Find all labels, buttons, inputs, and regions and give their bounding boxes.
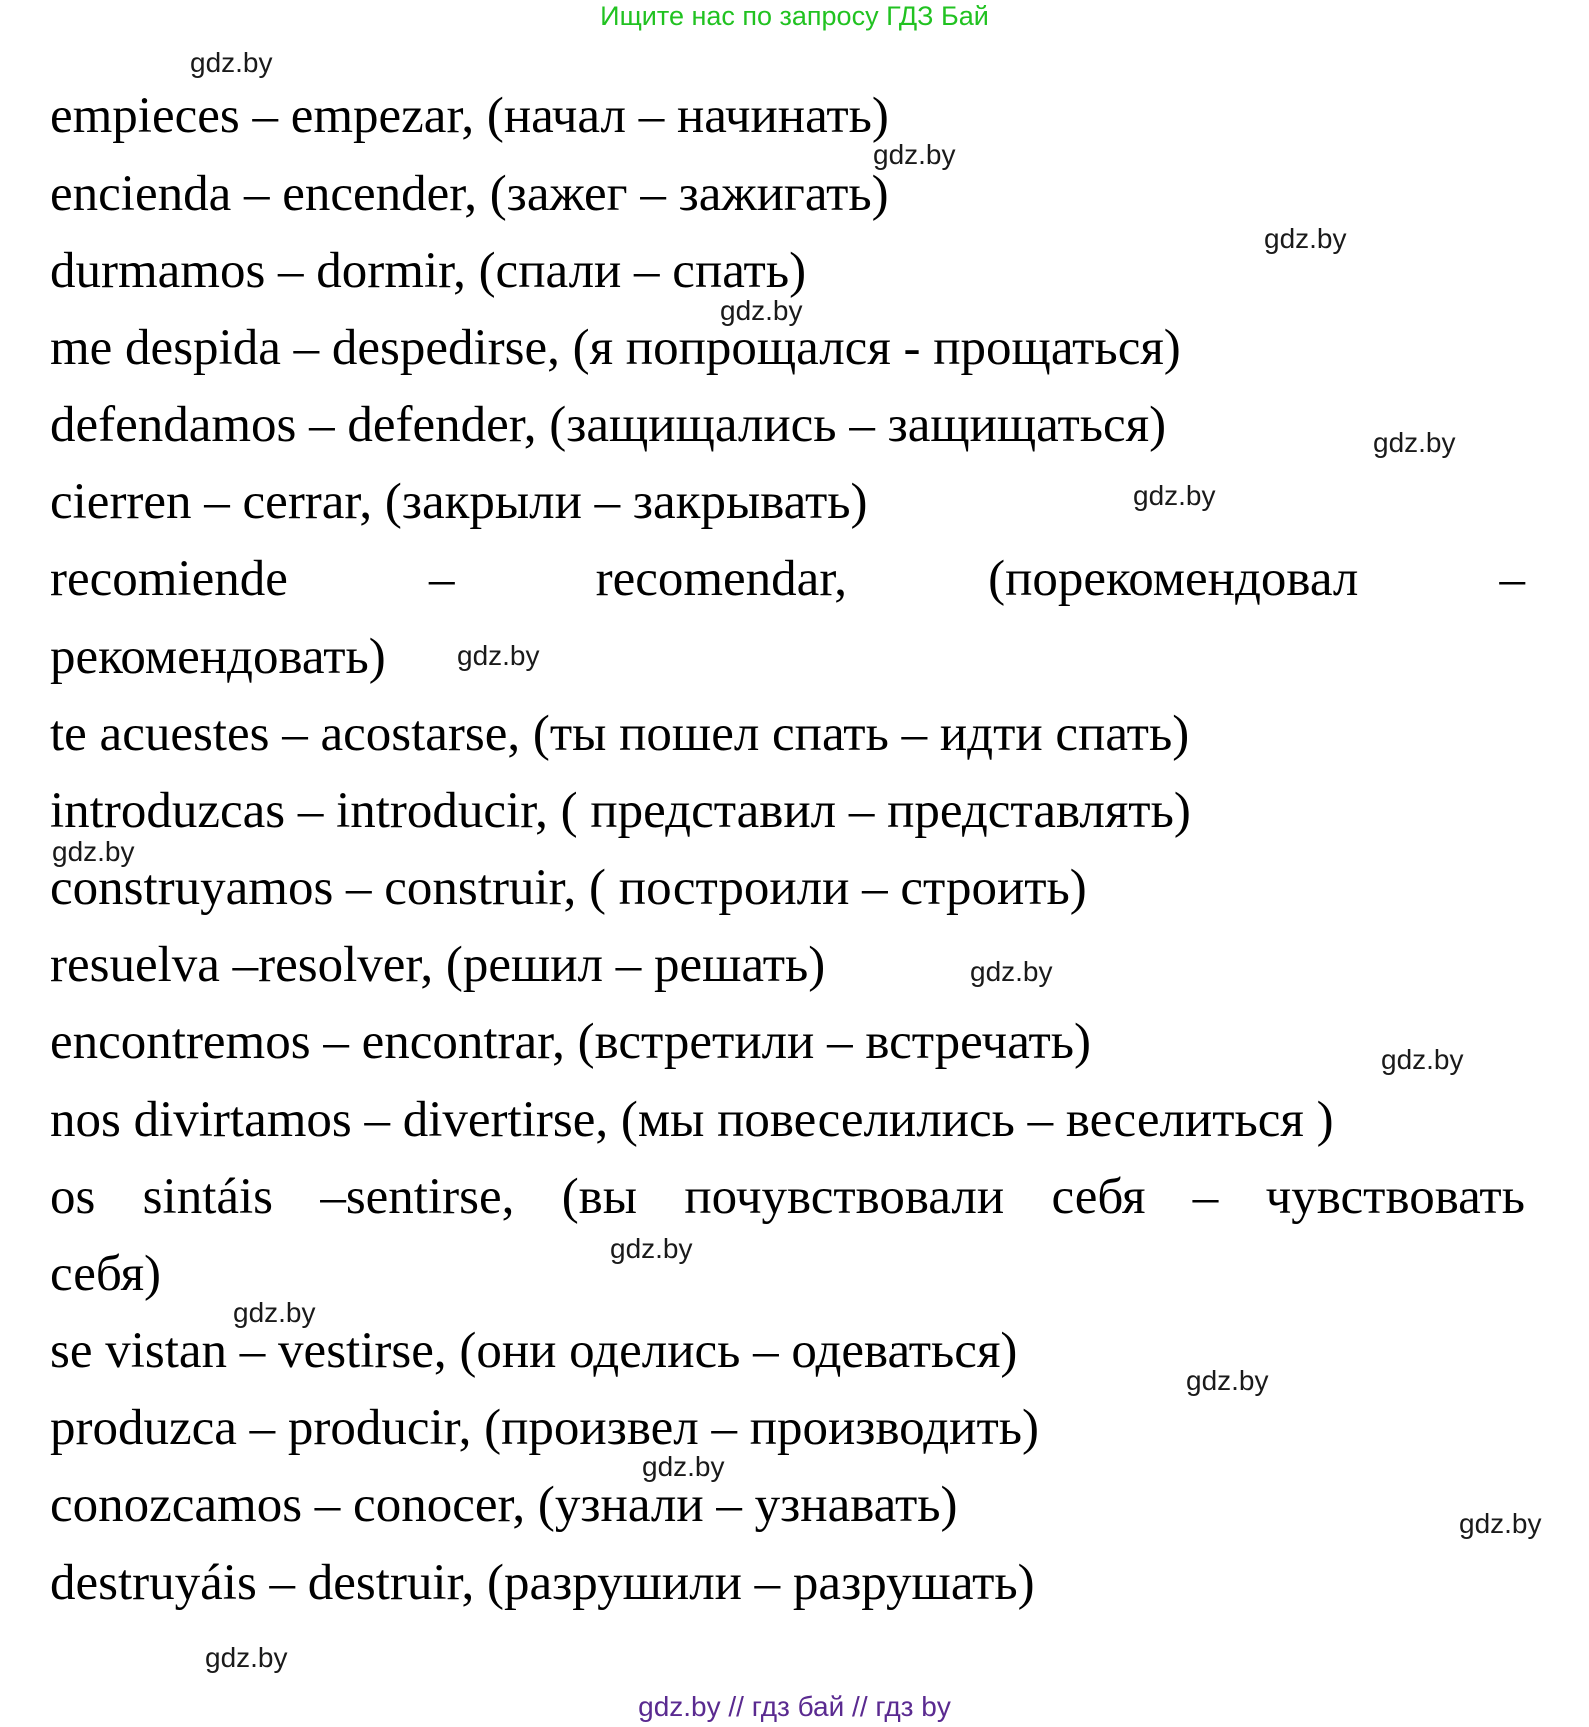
- word: os: [50, 1169, 96, 1225]
- word: sintáis: [142, 1169, 274, 1225]
- text-line: conozcamos – conocer, (узнали – узнавать): [50, 1477, 958, 1533]
- text-line: introduzcas – introducir, ( представил – представлять): [50, 783, 1191, 839]
- watermark: gdz.by: [1264, 223, 1347, 254]
- watermark: gdz.by: [1186, 1365, 1269, 1396]
- watermark: gdz.by: [205, 1642, 288, 1673]
- watermark: gdz.by: [1373, 427, 1456, 458]
- text-line: me despida – despedirse, (я попрощался - прощаться): [50, 320, 1181, 376]
- word: (порекомендовал: [988, 551, 1359, 607]
- watermark: gdz.by: [610, 1233, 693, 1264]
- text-line: cierren – cerrar, (закрыли – закрывать): [50, 474, 868, 530]
- search-banner[interactable]: Ищите нас по запросу ГДЗ Бай: [600, 1, 989, 31]
- watermark: gdz.by: [970, 956, 1053, 987]
- text-line-justified: [50, 1167, 1525, 1227]
- text-line-justified: [50, 549, 1525, 609]
- watermark: gdz.by: [720, 295, 803, 326]
- text-line: destruyáis – destruir, (разрушили – разрушать): [50, 1555, 1035, 1611]
- text-line: te acuestes – acostarse, (ты пошел спать – идти спать): [50, 706, 1190, 762]
- word: чувствовать: [1265, 1169, 1525, 1225]
- watermark: gdz.by: [1133, 480, 1216, 511]
- text-line: durmamos – dormir, (спали – спать): [50, 243, 807, 299]
- watermark: gdz.by: [1459, 1508, 1542, 1539]
- text-line: construyamos – construir, ( построили – строить): [50, 860, 1087, 916]
- word: себя: [1051, 1169, 1146, 1225]
- text-line: encienda – encender, (зажег – зажигать): [50, 166, 889, 222]
- text-line: encontremos – encontrar, (встретили – встречать): [50, 1014, 1092, 1070]
- text-line: produzca – producir, (произвел – производить): [50, 1400, 1039, 1456]
- text-line: resuelva –resolver, (решил – решать): [50, 937, 826, 993]
- watermark: gdz.by: [190, 47, 273, 78]
- watermark: gdz.by: [233, 1297, 316, 1328]
- watermark: gdz.by: [52, 836, 135, 867]
- text-line: себя): [50, 1246, 162, 1302]
- text-line: empieces – empezar, (начал – начинать): [50, 88, 889, 144]
- word: recomiende: [50, 551, 288, 607]
- text-line: se vistan – vestirse, (они оделись – одеваться): [50, 1323, 1018, 1379]
- word: –sentirse,: [320, 1169, 515, 1225]
- watermark: gdz.by: [1381, 1044, 1464, 1075]
- watermark: gdz.by: [873, 139, 956, 170]
- word: –: [429, 551, 455, 607]
- word: –: [1192, 1169, 1219, 1225]
- word: (вы: [561, 1169, 638, 1225]
- watermark: gdz.by: [457, 640, 540, 671]
- text-line: defendamos – defender, (защищались – защищаться): [50, 397, 1167, 453]
- watermark: gdz.by: [642, 1451, 725, 1482]
- text-line: рекомендовать): [50, 629, 386, 685]
- word: –: [1499, 551, 1525, 607]
- text-line: nos divirtamos – divertirse, (мы повеселились – веселиться ): [50, 1092, 1334, 1148]
- word: recomendar,: [595, 551, 848, 607]
- footer-links[interactable]: gdz.by // гдз бай // гдз by: [638, 1691, 951, 1722]
- word: почувствовали: [684, 1169, 1005, 1225]
